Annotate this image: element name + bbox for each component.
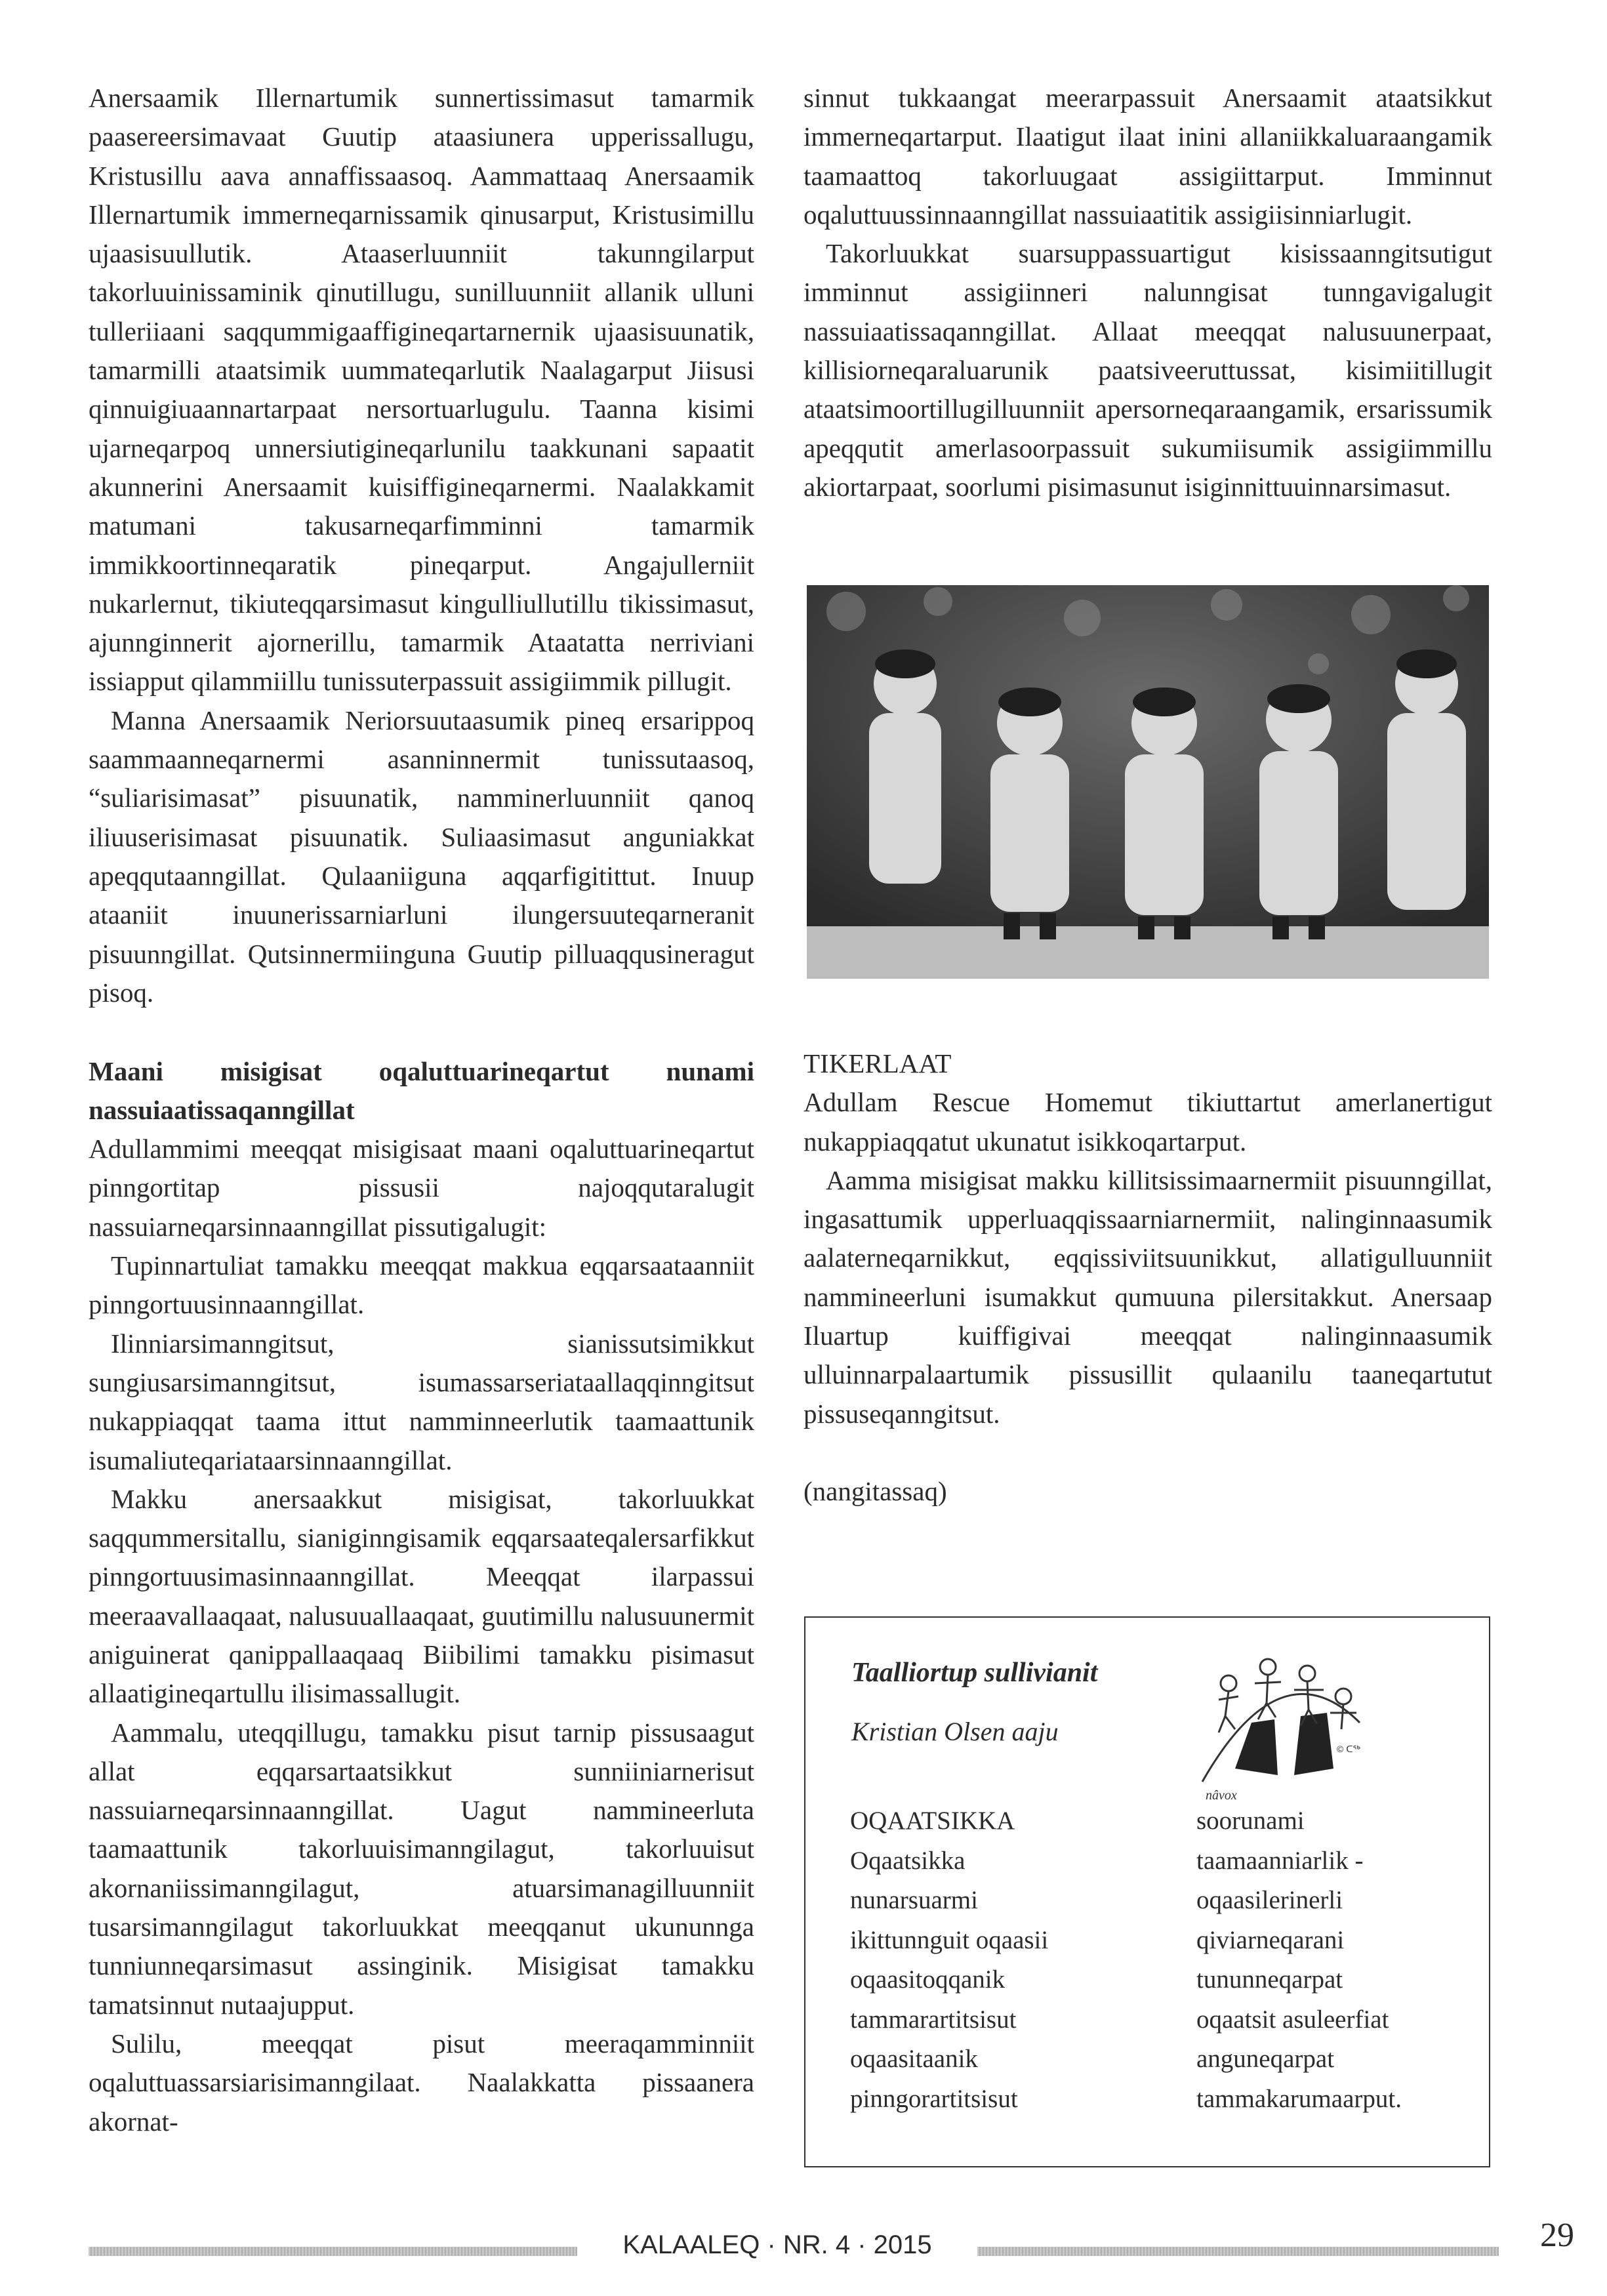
page-number: 29 [1540, 2217, 1574, 2254]
body-paragraph: Aamma misigisat makku killitsissimaarnermiit pisuunngillat, ingasattumik upperluaqqissaarniarnermiit, nalinginnaasumik aalaterneqarnikkut, eqqissiviitsuunikkut, allatigulluunniit nammineerluni isumakkut qumuuna pilersitakkut. Anersaap Iluartup kuiffigivai meeqqat nalinginnaasumik ulluinnarpalaartumik pissusillit qulaanilu taaneqartutut pissuseqanngitsut. [804, 1164, 1492, 1429]
poem-right-column [1196, 1801, 1402, 2119]
children-photo [807, 585, 1489, 979]
poet-illustration [1189, 1644, 1373, 1788]
body-paragraph: Anersaamik Illernartumik sunnertissimasut tamarmik paasereersimavaat Guutip ataasiunera upperissallugu, Kristusillu aava annaffissaasoq. Aammattaaq Anersaamik Illernartumik immerneqarnissamik qinusarput, Kristusimillu ujaasisuullutik. Ataaserluunniit takunngilarput takorluuinissaminik qinutillugu, sunilluunniit allanik ulluni tulleriiaani saqqummigaaffigineqartarnernik ujaasisuunatik, tamarmilli ataatsimik uummateqarlutik Naalagarput Jiisusi qinnuigiuaannartarpaat nersortuarlugulu. Taanna kisimi ujarneqarpoq unnersiutigineqarlunilu taakkunani sapaatit akunnerini Anersaamit kuisiffigineqarnermi. Naalakkamit matumani takusarneqarfimminni tamarmik immikkoortinneqaratik pineqarput. Angajullerniit nukarlernut, tikiuteqqarsimasut kingulliullutillu tikissimasut, ajunnginnerit ajornerillu, tamarmik Ataatatta nerriviani issiapput qilammiillu tunissuterpassuit assigiimmik pillugit. [89, 83, 754, 697]
photo-illustration [807, 585, 1489, 979]
poem-line: anguneqarpat [1196, 2045, 1335, 2073]
right-column [804, 79, 1492, 1511]
poem-line: qiviarneqarani [1196, 1925, 1345, 1954]
poem-line: OQAATSIKKA [850, 1807, 1015, 1835]
poem-line: taamaanniarlik - [1196, 1846, 1364, 1875]
poem-line: soorunami [1196, 1807, 1305, 1835]
body-paragraph: Tupinnartuliat tamakku meeqqat makkua eqqarsaataanniit pinngortuusinnaanngillat. [89, 1250, 754, 1320]
poem-author: Kristian Olsen aaju [851, 1717, 1059, 1746]
body-paragraph: Manna Anersaamik Neriorsuutaasumik pineq ersarippoq saammaanneqarnermi asanninnermit tunissutaasoq, “suliarisimasat” pisuunatik, namminerluunniit qanoq iliuuserisimasat pisuunatik. Suliaasimasut anguniakkat apeqqutaanngillat. Qulaaniiguna aqqarfigitittut. Inuup ataaniit inuunerissarniarluni ilungersuuteqarneranit pisuunngillat. Qutsinnermiinguna Guutip pilluaqqusineragut pisoq. [89, 705, 754, 1008]
artist-signature: nâvox [1206, 1788, 1237, 1803]
body-paragraph: Takorluukkat suarsuppassuartigut kisissaanngitsutigut imminnut assigiinneri nalunngisat tunngavigalugit nassuiaatissaqanngillat. Allaat meeqqat nalusuunerpaat, killisiorneqaraluarunik paatsiveeruttussat, kisimiitillugit ataatsimoortillugilluunniit apersorneqaraangamik, ersarissumik apeqqutit amerlasoorpassuit sukumiisumik assigiimmillu akiortarpaat, soorlumi pisimasunut isiginnittuuinnarsimasut. [804, 238, 1492, 502]
body-paragraph: Adullammimi meeqqat misigisaat maani oqaluttuarineqartut pinngortitap pissusii najoqqutaralugit nassuiarneqarsinnaanngillat pissutigalugit: [89, 1134, 754, 1242]
photo-caption-title: TIKERLAAT [804, 1048, 952, 1079]
poem-line: oqaatsit asuleerfiat [1196, 2005, 1389, 2034]
poem-line: Oqaatsikka [850, 1846, 966, 1875]
poem-left-column [850, 1801, 1048, 2119]
poem-line: oqaasitoqqanik [850, 1965, 1006, 1994]
body-paragraph: Sulilu, meeqqat pisut meeraqamminniit oqaluttuassarsiarisimanngilaat. Naalakkatta pissaanera akornat- [89, 2028, 754, 2137]
footer-rule-right [977, 2247, 1499, 2256]
poem-box-title: Taalliortup sullivianit [851, 1658, 1098, 1688]
continued-note: (nangitassaq) [804, 1475, 947, 1506]
poem-line: pinngorartitsisut [850, 2084, 1018, 2113]
left-column [89, 79, 754, 2141]
body-paragraph: Makku anersaakkut misigisat, takorluukkat saqqummersitallu, sianiginngisamik eqqarsaateqalersarfikkut pinngortuusimasinnaanngillat. Meeqqat ilarpassui meeraavallaaqaat, nalusuuallaaqaat, guutimillu nalusuunermit aniguinerat qanippallaaqaaq Biibilimi tamakku pisimasut allaatigineqartullu ilisimassallugit. [89, 1483, 754, 1709]
svg-text:© ᑕᖅ: © ᑕᖅ [1337, 1744, 1360, 1754]
poem-line: tammakarumaarput. [1196, 2084, 1402, 2113]
poem-box [804, 1616, 1490, 2167]
body-paragraph: Aammalu, uteqqillugu, tamakku pisut tarnip pissusaagut allat eqqarsartaatsikkut sunniiniarnerisut nassuiarneqarsinnaanngillat. Uagut nammineerluta taamaattunik takorluuisimanngilagut, takorluuisut akornaniissimanngilagut, atuarsimanagilluunniit tusarsimanngilagut takorluukkat meeqqanut ukununnga tunniunneqarsimasut assinginik. Misigisat tamakku tamatsinnut nutaajupput. [89, 1717, 754, 2020]
body-paragraph: Ilinniarsimanngitsut, sianissutsimikkut sungiusarsimanngitsut, isumassarseriataallaqqinngitsut nukappiaqqat taama ittut namminneerlutik taamaattunik isumaliuteqariataarsinnaanngillat. [89, 1328, 754, 1475]
magazine-footer: KALAALEQ · NR. 4 · 2015 [622, 2230, 932, 2259]
poem-line: tununneqarpat [1196, 1965, 1343, 1994]
body-paragraph: sinnut tukkaangat meerarpassuit Anersaamit ataatsikkut immerneqartarput. Ilaatigut ilaat inini allaniikkaluaraangamik taamaattoq takorluugaat assigiittarput. Imminnut oqaluttuussinnaanngillat nassuiaatitik assigiisinniarlugit. [804, 83, 1492, 230]
poem-line: ikittunnguit oqaasii [850, 1925, 1049, 1954]
photo-caption: Adullam Rescue Homemut tikiuttartut amerlanertigut nukappiaqqatut ukunatut isikkoqartarput. [804, 1087, 1492, 1157]
section-heading: Maani misigisat oqaluttuarineqartut nunami nassuiaatissaqanngillat [89, 1056, 754, 1126]
poem-line: oqaasitaanik [850, 2045, 978, 2073]
poem-line: nunarsuarmi [850, 1886, 978, 1914]
footer-rule-left [89, 2247, 577, 2256]
poem-line: tammarartitsisut [850, 2005, 1017, 2034]
poem-line: oqaasilerinerli [1196, 1886, 1343, 1914]
